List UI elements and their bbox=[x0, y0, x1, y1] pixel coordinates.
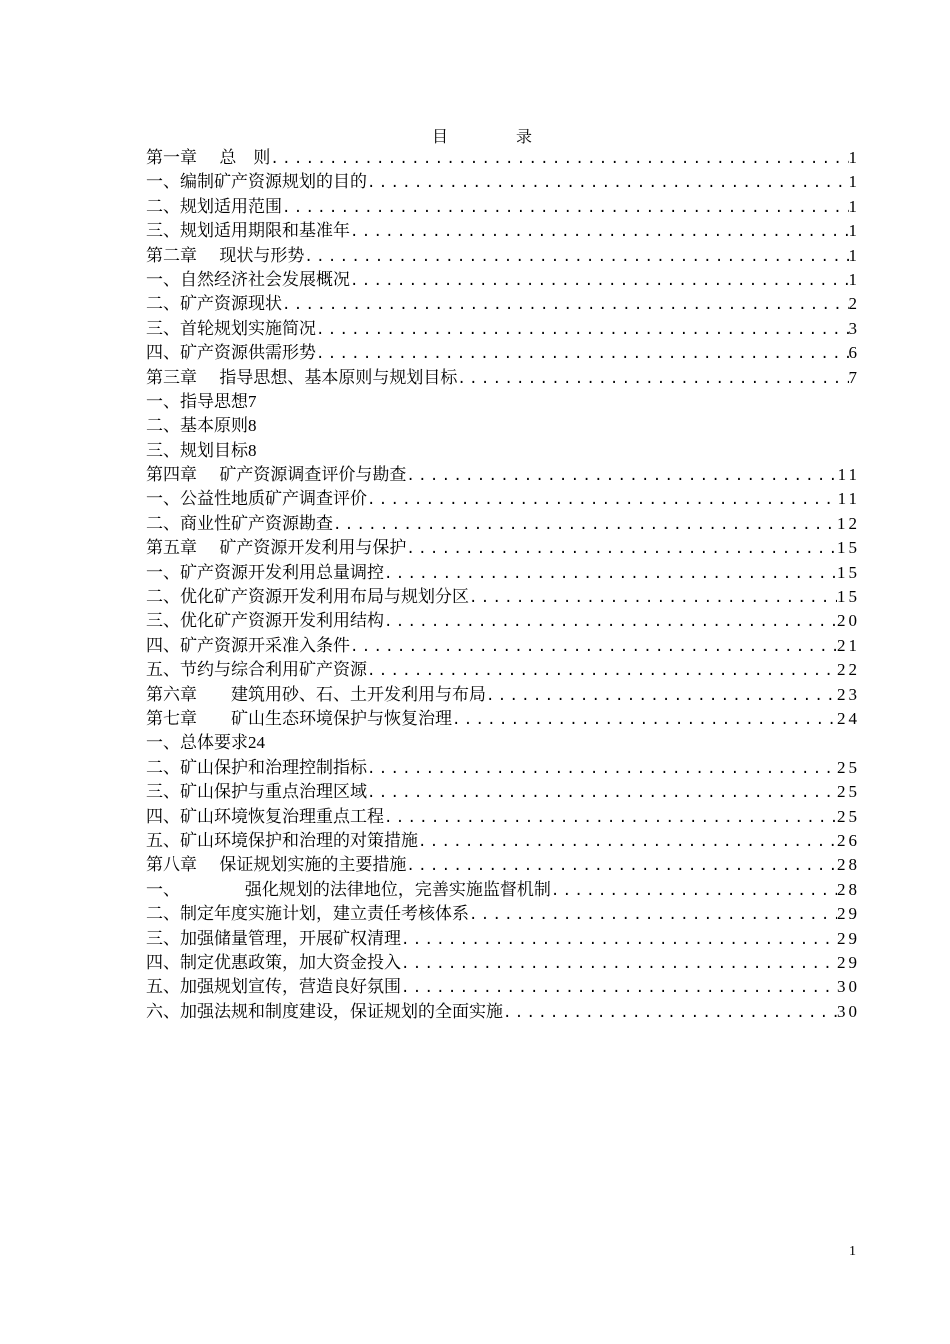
toc-entry[interactable] bbox=[146, 707, 860, 731]
toc-entry[interactable] bbox=[146, 366, 860, 390]
toc-entry-label: 一、总体要求 bbox=[146, 733, 248, 754]
toc-leader-dots bbox=[367, 659, 837, 682]
toc-entry[interactable] bbox=[146, 1000, 860, 1024]
toc-entry-page: 1 bbox=[848, 221, 860, 241]
toc-entry-page: 28 bbox=[837, 879, 860, 899]
toc-entry-page: 11 bbox=[837, 489, 860, 509]
toc-entry-label: 第五章 矿产资源开发利用与保护 bbox=[146, 538, 407, 559]
toc-entry-page: 20 bbox=[837, 611, 860, 631]
toc-entry[interactable] bbox=[146, 731, 860, 755]
toc-entry-label: 二、矿山保护和治理控制指标 bbox=[146, 757, 367, 778]
toc-entry[interactable] bbox=[146, 195, 860, 219]
toc-entry[interactable] bbox=[146, 805, 860, 829]
toc-entry[interactable] bbox=[146, 780, 860, 804]
toc-entry-page: 15 bbox=[837, 562, 860, 582]
toc-entry[interactable] bbox=[146, 853, 860, 877]
toc-entry-page: 3 bbox=[848, 318, 860, 338]
toc-leader-dots bbox=[406, 464, 837, 487]
toc-entry-label: 一、 强化规划的法律地位，完善实施监督机制 bbox=[146, 879, 551, 900]
toc-entry-label: 四、矿产资源供需形势 bbox=[146, 343, 316, 364]
toc-entry-label: 四、制定优惠政策，加大资金投入 bbox=[146, 952, 401, 973]
toc-entry[interactable] bbox=[146, 878, 860, 902]
toc-leader-dots bbox=[384, 610, 837, 633]
toc-entry-page: 8 bbox=[248, 416, 257, 436]
toc-entry[interactable] bbox=[146, 683, 860, 707]
toc-leader-dots bbox=[350, 635, 837, 658]
toc-leader-dots bbox=[452, 708, 837, 731]
toc-entry-label: 一、自然经济社会发展概况 bbox=[146, 269, 350, 290]
toc-leader-dots bbox=[486, 684, 837, 707]
toc-leader-dots bbox=[401, 976, 837, 999]
toc-entry[interactable] bbox=[146, 341, 860, 365]
toc-entry-page: 15 bbox=[837, 587, 860, 607]
toc-entry-label: 第二章 现状与形势 bbox=[146, 245, 305, 266]
toc-leader-dots bbox=[406, 537, 837, 560]
toc-entry-page: 29 bbox=[837, 952, 860, 972]
toc-leader-dots bbox=[333, 513, 837, 536]
toc-entry[interactable] bbox=[146, 244, 860, 268]
toc-entry-page: 22 bbox=[837, 660, 860, 680]
toc-entry-page: 6 bbox=[848, 343, 860, 363]
toc-entry-page: 1 bbox=[848, 245, 860, 265]
toc-list bbox=[146, 146, 860, 1024]
toc-entry-label: 五、加强规划宣传，营造良好氛围 bbox=[146, 977, 401, 998]
toc-entry[interactable] bbox=[146, 414, 860, 438]
toc-entry-label: 二、矿产资源现状 bbox=[146, 294, 282, 315]
toc-entry-page: 25 bbox=[837, 782, 860, 802]
toc-entry[interactable] bbox=[146, 756, 860, 780]
toc-entry[interactable] bbox=[146, 829, 860, 853]
toc-entry-page: 1 bbox=[848, 269, 860, 289]
toc-entry-page: 12 bbox=[837, 513, 860, 533]
toc-entry[interactable] bbox=[146, 146, 860, 170]
toc-entry[interactable] bbox=[146, 927, 860, 951]
toc-entry-label: 四、矿产资源开采准入条件 bbox=[146, 635, 350, 656]
page-number: 1 bbox=[849, 1244, 856, 1259]
toc-entry-page: 1 bbox=[848, 196, 860, 216]
toc-entry-label: 三、规划目标 bbox=[146, 440, 248, 461]
toc-leader-dots bbox=[270, 147, 848, 170]
toc-leader-dots bbox=[304, 245, 848, 268]
toc-entry-label: 第七章 矿山生态环境保护与恢复治理 bbox=[146, 708, 452, 729]
toc-entry[interactable] bbox=[146, 536, 860, 560]
toc-entry-page: 29 bbox=[837, 928, 860, 948]
toc-leader-dots bbox=[316, 318, 849, 341]
toc-entry-page: 30 bbox=[837, 977, 860, 997]
toc-leader-dots bbox=[384, 562, 837, 585]
toc-entry-label: 一、公益性地质矿产调查评价 bbox=[146, 489, 367, 510]
toc-entry-page: 28 bbox=[837, 855, 860, 875]
toc-entry-page: 23 bbox=[837, 684, 860, 704]
toc-leader-dots bbox=[401, 952, 837, 975]
toc-entry-page: 7 bbox=[248, 391, 257, 411]
toc-entry[interactable] bbox=[146, 902, 860, 926]
toc-entry-page: 30 bbox=[837, 1001, 860, 1021]
toc-entry-page: 1 bbox=[848, 172, 860, 192]
toc-entry-page: 24 bbox=[248, 733, 265, 753]
toc-entry-page: 21 bbox=[837, 635, 860, 655]
toc-entry-label: 二、制定年度实施计划，建立责任考核体系 bbox=[146, 904, 469, 925]
toc-entry[interactable] bbox=[146, 561, 860, 585]
toc-entry[interactable] bbox=[146, 585, 860, 609]
toc-leader-dots bbox=[469, 903, 837, 926]
toc-entry[interactable] bbox=[146, 292, 860, 316]
toc-leader-dots bbox=[503, 1001, 837, 1024]
toc-entry-label: 第四章 矿产资源调查评价与勘查 bbox=[146, 465, 407, 486]
toc-entry[interactable] bbox=[146, 390, 860, 414]
toc-entry[interactable] bbox=[146, 487, 860, 511]
toc-entry[interactable] bbox=[146, 219, 860, 243]
toc-leader-dots bbox=[384, 806, 837, 829]
toc-entry[interactable] bbox=[146, 951, 860, 975]
toc-entry-page: 11 bbox=[837, 465, 860, 485]
toc-leader-dots bbox=[350, 269, 849, 292]
toc-entry-page: 7 bbox=[848, 367, 860, 387]
toc-entry[interactable] bbox=[146, 463, 860, 487]
toc-leader-dots bbox=[367, 757, 837, 780]
toc-title: 目 录 bbox=[431, 127, 558, 146]
toc-entry-page: 2 bbox=[848, 294, 860, 314]
toc-leader-dots bbox=[367, 488, 838, 511]
toc-entry-label: 第六章 建筑用砂、石、土开发利用与布局 bbox=[146, 684, 486, 705]
toc-entry[interactable] bbox=[146, 658, 860, 682]
toc-entry-page: 29 bbox=[837, 904, 860, 924]
toc-entry-page: 15 bbox=[837, 538, 860, 558]
toc-entry-label: 第三章 指导思想、基本原则与规划目标 bbox=[146, 367, 458, 388]
toc-leader-dots bbox=[401, 928, 837, 951]
toc-leader-dots bbox=[367, 781, 837, 804]
toc-leader-dots bbox=[551, 879, 837, 902]
toc-entry-page: 1 bbox=[848, 148, 860, 167]
toc-entry-label: 五、节约与综合利用矿产资源 bbox=[146, 660, 367, 681]
toc-entry[interactable] bbox=[146, 975, 860, 999]
toc-leader-dots bbox=[282, 293, 849, 316]
toc-entry-label: 三、规划适用期限和基准年 bbox=[146, 221, 350, 242]
toc-entry-label: 六、加强法规和制度建设，保证规划的全面实施 bbox=[146, 1001, 503, 1022]
toc-entry-page: 8 bbox=[248, 440, 257, 460]
toc-entry-label: 第八章 保证规划实施的主要措施 bbox=[146, 855, 407, 876]
toc-leader-dots bbox=[457, 367, 848, 390]
toc-leader-dots bbox=[350, 220, 849, 243]
toc-leader-dots bbox=[418, 830, 837, 853]
toc-entry-label: 二、优化矿产资源开发利用布局与规划分区 bbox=[146, 587, 469, 608]
toc-entry-label: 一、指导思想 bbox=[146, 391, 248, 412]
toc-entry-page: 24 bbox=[837, 708, 860, 728]
toc-entry-label: 四、矿山环境恢复治理重点工程 bbox=[146, 806, 384, 827]
toc-leader-dots bbox=[282, 196, 849, 219]
toc-entry-label: 第一章 总 则 bbox=[146, 148, 271, 168]
toc-entry[interactable] bbox=[146, 512, 860, 536]
toc-entry-label: 一、矿产资源开发利用总量调控 bbox=[146, 562, 384, 583]
toc-entry[interactable] bbox=[146, 634, 860, 658]
toc-entry-label: 二、基本原则 bbox=[146, 416, 248, 437]
toc-entry-label: 五、矿山环境保护和治理的对策措施 bbox=[146, 830, 418, 851]
toc-entry-label: 三、首轮规划实施简况 bbox=[146, 318, 316, 339]
toc-leader-dots bbox=[469, 586, 837, 609]
toc-entry-label: 三、加强储量管理，开展矿权清理 bbox=[146, 928, 401, 949]
toc-entry[interactable] bbox=[146, 170, 860, 194]
toc-entry-label: 三、优化矿产资源开发利用结构 bbox=[146, 611, 384, 632]
toc-leader-dots bbox=[367, 171, 849, 194]
toc-entry-page: 25 bbox=[837, 757, 860, 777]
toc-entry[interactable] bbox=[146, 439, 860, 463]
toc-entry-label: 一、编制矿产资源规划的目的 bbox=[146, 172, 367, 193]
toc-entry[interactable] bbox=[146, 317, 860, 341]
toc-entry-label: 二、商业性矿产资源勘查 bbox=[146, 513, 333, 534]
toc-entry-page: 26 bbox=[837, 830, 860, 850]
toc-entry[interactable] bbox=[146, 268, 860, 292]
toc-entry[interactable] bbox=[146, 609, 860, 633]
toc-entry-label: 二、规划适用范围 bbox=[146, 196, 282, 217]
toc-entry-label: 三、矿山保护与重点治理区域 bbox=[146, 782, 367, 803]
toc-leader-dots bbox=[406, 854, 837, 877]
toc-leader-dots bbox=[316, 342, 849, 365]
toc-entry-page: 25 bbox=[837, 806, 860, 826]
